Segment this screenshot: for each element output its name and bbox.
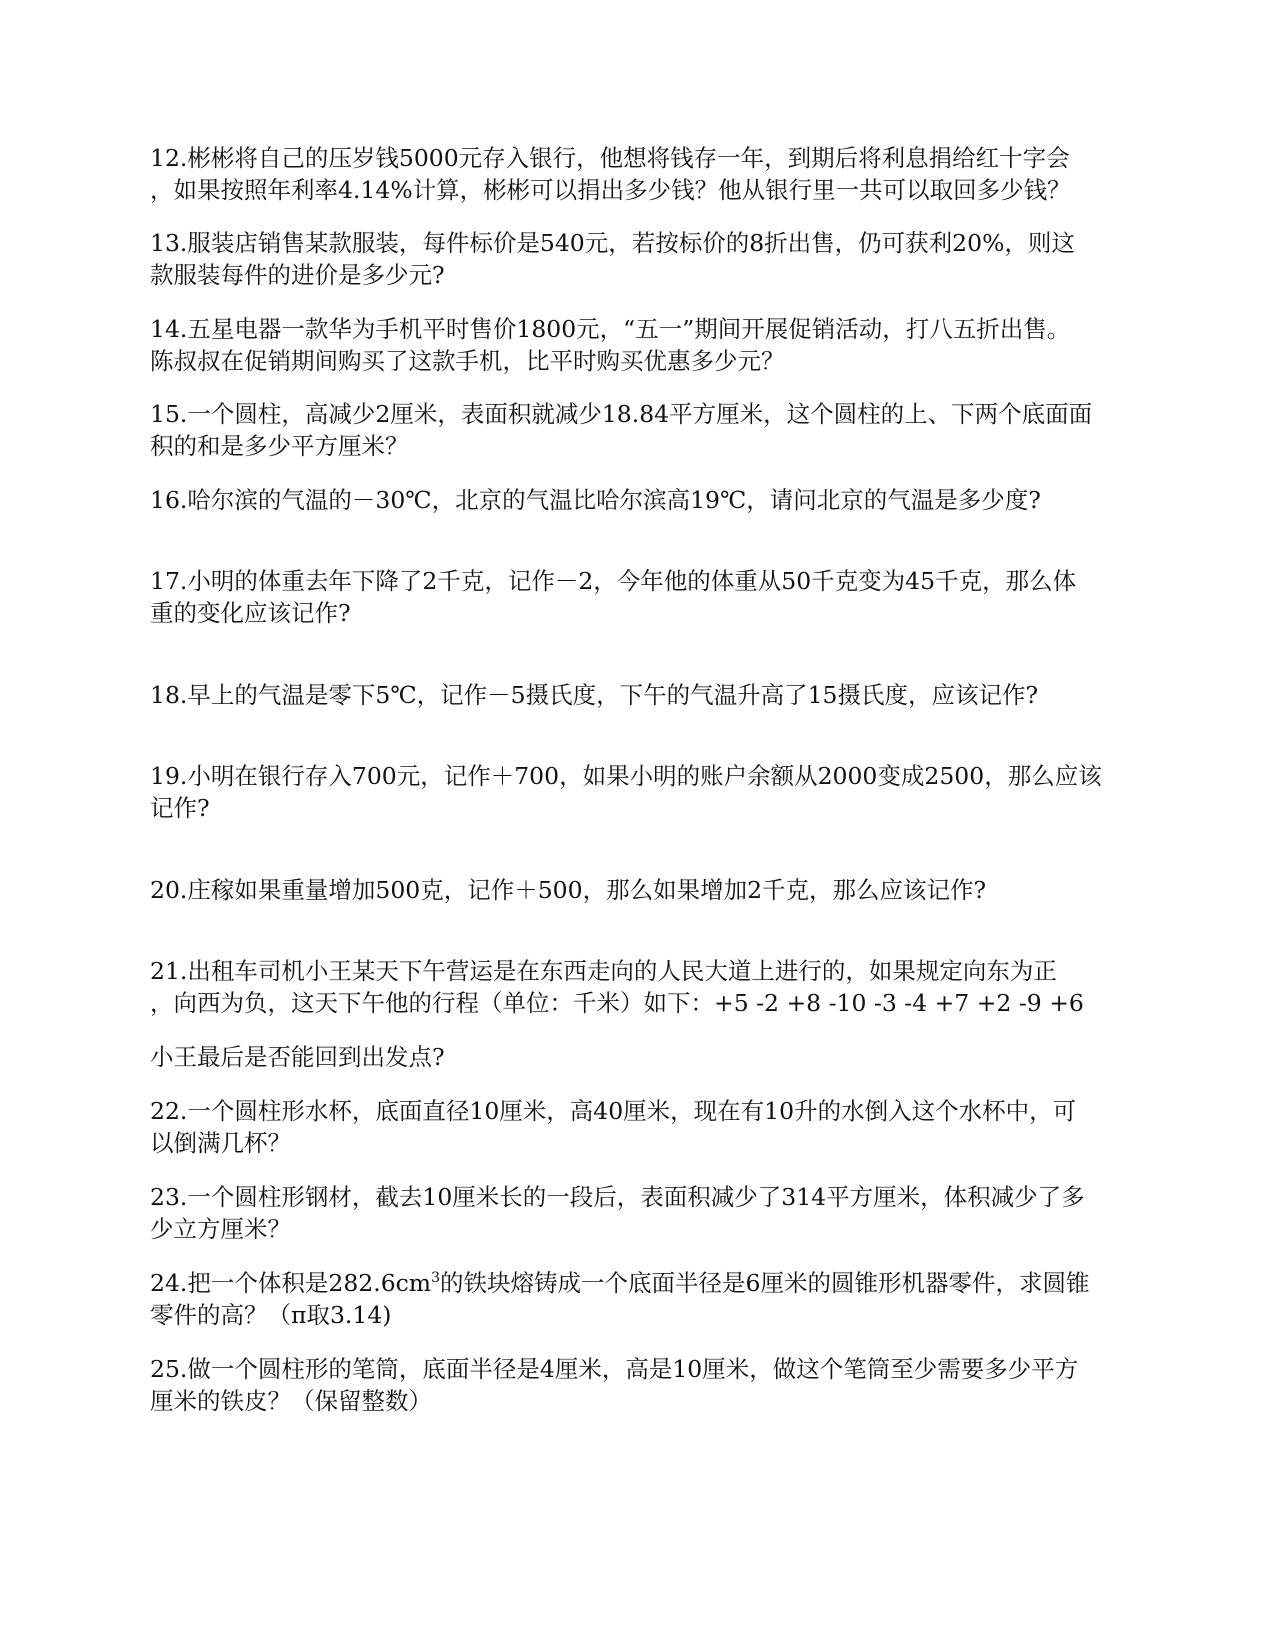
question-14	[150, 313, 1135, 377]
question-23-line-2: 少立方厘米？	[150, 1215, 291, 1243]
question-25	[150, 1353, 1135, 1417]
question-24-line-2: 零件的高？（π取3.14)	[150, 1301, 392, 1329]
question-24-line-1	[150, 1267, 1135, 1299]
question-16-line-1: 16.哈尔滨的气温的－30℃，北京的气温比哈尔滨高19℃，请问北京的气温是多少度?	[150, 486, 1041, 514]
question-16	[150, 484, 1135, 516]
question-12-line-2: ，如果按照年利率4.14%计算，彬彬可以捐出多少钱？他从银行里一共可以取回多少钱？	[150, 176, 1071, 204]
question-21	[150, 955, 1135, 1019]
question-14-line-2: 陈叔叔在促销期间购买了这款手机，比平时购买优惠多少元？	[150, 347, 785, 375]
question-25-line-1: 25.做一个圆柱形的笔筒，底面半径是4厘米，高是10厘米，做这个笔筒至少需要多少平方	[150, 1355, 1079, 1383]
question-19-line-2: 记作?	[150, 794, 210, 822]
question-25-line-2: 厘米的铁皮？（保留整数）	[150, 1387, 432, 1415]
question-23	[150, 1181, 1135, 1245]
question-13-line-1: 13.服装店销售某款服装，每件标价是540元，若按标价的8折出售，仍可获利20%，则这	[150, 229, 1075, 257]
question-21-followup	[150, 1041, 1135, 1073]
question-24-text-before: 24.把一个体积是282.6cm	[150, 1269, 432, 1297]
question-15	[150, 398, 1135, 462]
question-20-line-1: 20.庄稼如果重量增加500克，记作＋500，那么如果增加2千克，那么应该记作?	[150, 876, 987, 904]
question-12	[150, 142, 1135, 206]
question-17-line-1: 17.小明的体重去年下降了2千克，记作－2，今年他的体重从50千克变为45千克，那么体	[150, 567, 1077, 595]
question-24	[150, 1267, 1135, 1331]
question-23-line-1: 23.一个圆柱形钢材，截去10厘米长的一段后，表面积减少了314平方厘米，体积减少了多	[150, 1183, 1085, 1211]
question-19	[150, 760, 1135, 824]
question-18-line-1: 18.早上的气温是零下5℃，记作－5摄氏度，下午的气温升高了15摄氏度，应该记作?	[150, 681, 1039, 709]
question-21-line-2: ，向西为负，这天下午他的行程（单位：千米）如下：+5 -2 +8 -10 -3 -4 +7 +2 -9 +6	[150, 989, 1084, 1017]
question-13	[150, 227, 1135, 291]
question-24-text-after: 的铁块熔铸成一个底面半径是6厘米的圆锥形机器零件，求圆锥	[440, 1269, 1090, 1297]
question-21-followup-line: 小王最后是否能回到出发点?	[150, 1043, 445, 1071]
question-22	[150, 1095, 1135, 1159]
question-17-line-2: 重的变化应该记作?	[150, 599, 351, 627]
question-22-line-1: 22.一个圆柱形水杯，底面直径10厘米，高40厘米，现在有10升的水倒入这个水杯中，可	[150, 1097, 1077, 1125]
question-12-line-1: 12.彬彬将自己的压岁钱5000元存入银行，他想将钱存一年，到期后将利息捐给红十字会	[150, 144, 1070, 172]
question-18	[150, 679, 1135, 711]
question-22-line-2: 以倒满几杯？	[150, 1129, 291, 1157]
question-15-line-2: 积的和是多少平方厘米？	[150, 432, 409, 460]
question-19-line-1: 19.小明在银行存入700元，记作＋700，如果小明的账户余额从2000变成2500，那么应该	[150, 762, 1102, 790]
question-21-line-1: 21.出租车司机小王某天下午营运是在东西走向的人民大道上进行的，如果规定向东为正	[150, 957, 1057, 985]
question-13-line-2: 款服装每件的进价是多少元?	[150, 261, 445, 289]
question-14-line-1: 14.五星电器一款华为手机平时售价1800元，“五一”期间开展促销活动，打八五折出售。	[150, 315, 1071, 343]
superscript-cubed: 3	[431, 1270, 441, 1287]
question-17	[150, 565, 1135, 629]
question-15-line-1: 15.一个圆柱，高减少2厘米，表面积就减少18.84平方厘米，这个圆柱的上、下两个底面面	[150, 400, 1093, 428]
question-20	[150, 874, 1135, 906]
